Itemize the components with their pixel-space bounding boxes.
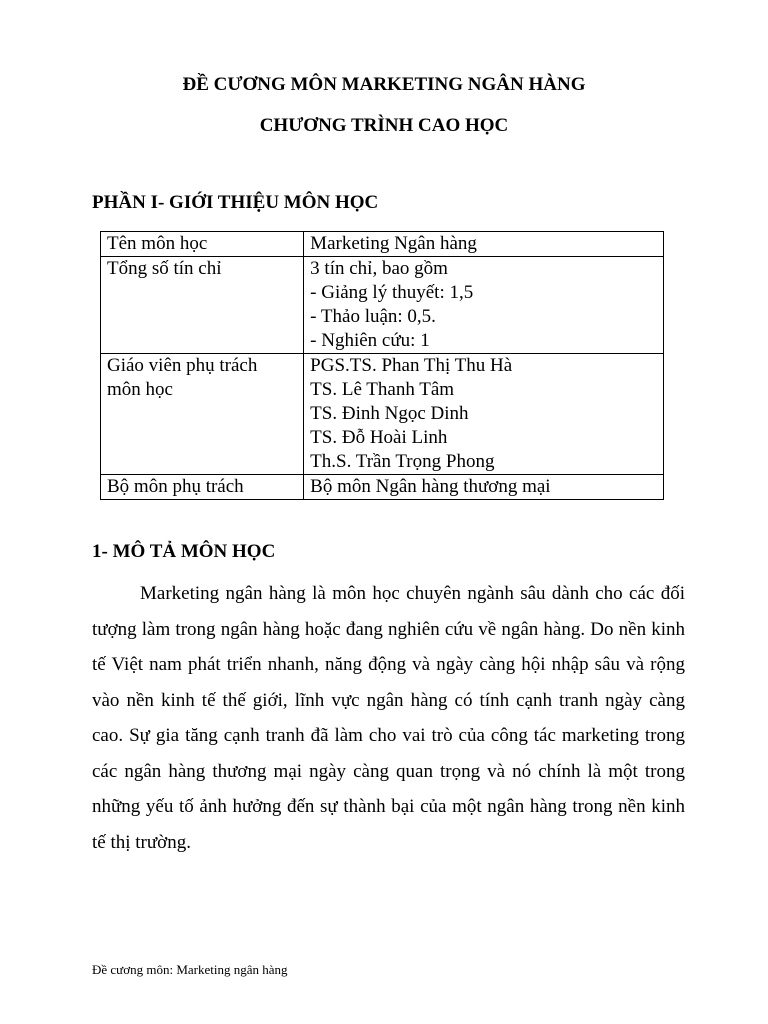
table-row [101,354,664,475]
cell-line: TS. Lê Thanh Tâm [310,379,455,400]
table-cell-value [304,354,664,475]
document-subtitle: CHƯƠNG TRÌNH CAO HỌC [259,115,509,136]
table-cell-label [101,232,304,257]
cell-line: Tổng số tín chỉ [107,258,222,279]
cell-line: Th.S. Trần Trọng Phong [310,451,495,472]
cell-line: Giáo viên phụ trách [107,355,258,376]
course-description-heading: 1- MÔ TẢ MÔN HỌC [92,541,276,562]
table-cell-label [101,257,304,354]
table-cell-value [304,475,664,500]
table-cell-label [101,475,304,500]
cell-line: môn học [107,379,173,400]
table-row [101,232,664,257]
cell-line: Tên môn học [107,233,208,254]
cell-line: - Nghiên cứu: 1 [310,330,430,351]
table-cell-value [304,257,664,354]
course-description-paragraph: Marketing ngân hàng là môn học chuyên ngành sâu dành cho các đối tượng làm trong ngân hàng hoặc đang nghiên cứu về ngân hàng. Do nền kinh tế Việt nam phát triển nhanh, năng động và ngày càng hội nhập sâu và rộng vào nền kinh tế thế giới, lĩnh vực ngân hàng có tính cạnh tranh ngày càng cao. Sự gia tăng cạnh tranh đã làm cho vai trò của công tác marketing trong các ngân hàng thương mại ngày càng quan trọng và nó chính là một trong những yếu tố ảnh hưởng đến sự thành bại của một ngân hàng trong nền kinh tế thị trường. [92,583,685,853]
page-footer: Đề cương môn: Marketing ngân hàng [92,962,288,977]
table-cell-label [101,354,304,475]
part1-heading: PHẦN I- GIỚI THIỆU MÔN HỌC [92,192,379,213]
cell-line: Bộ môn Ngân hàng thương mại [310,476,551,497]
cell-line: Marketing Ngân hàng [310,233,477,254]
table-row [101,475,664,500]
table-row [101,257,664,354]
document-title: ĐỀ CƯƠNG MÔN MARKETING NGÂN HÀNG [182,74,586,95]
course-info-table [100,231,664,500]
cell-line: TS. Đỗ Hoài Linh [310,427,448,448]
cell-line: Bộ môn phụ trách [107,476,244,497]
cell-line: PGS.TS. Phan Thị Thu Hà [310,355,513,376]
cell-line: - Thảo luận: 0,5. [310,306,436,327]
cell-line: - Giảng lý thuyết: 1,5 [310,282,474,303]
table-cell-value [304,232,664,257]
cell-line: TS. Đinh Ngọc Dinh [310,403,469,424]
cell-line: 3 tín chỉ, bao gồm [310,258,448,279]
